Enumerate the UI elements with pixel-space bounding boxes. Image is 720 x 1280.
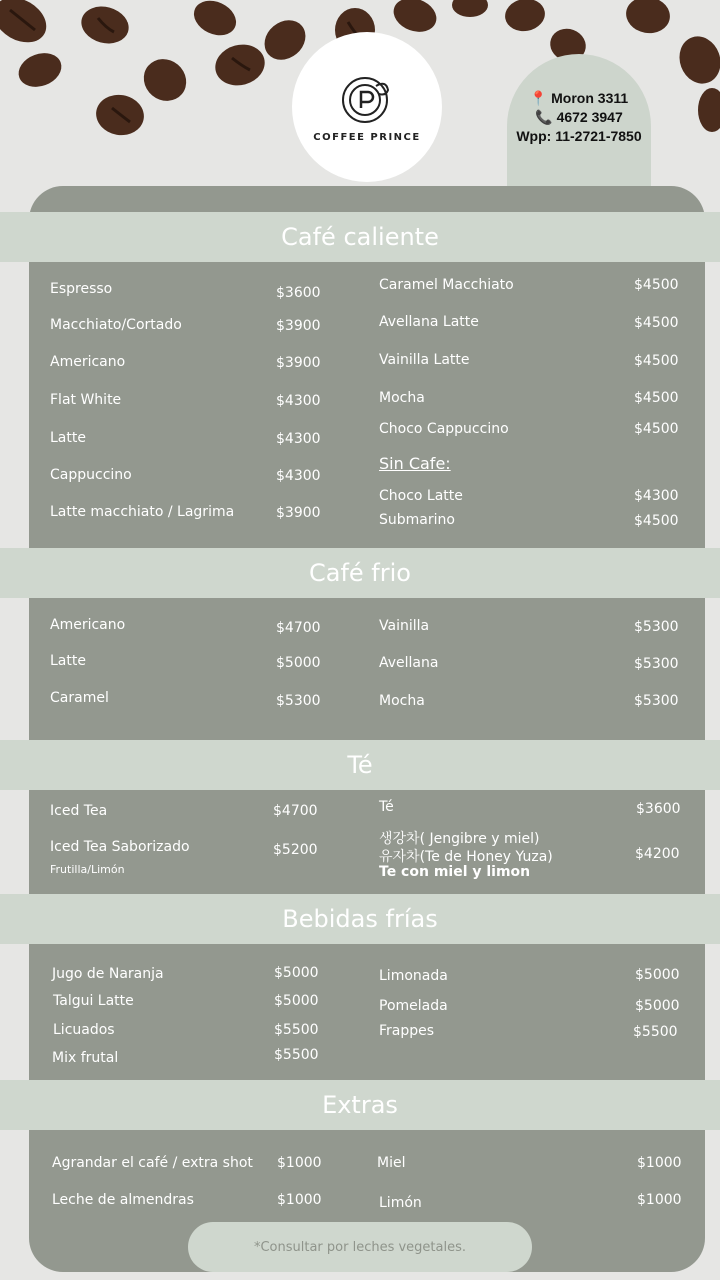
menu-item-price: $4700 (276, 620, 321, 636)
section-title-cafe-frio: Café frio (0, 548, 720, 598)
menu-item-name: Limonada (379, 968, 448, 984)
menu-item-price: $1000 (277, 1192, 322, 1208)
menu-item-line: 유자차(Te de Honey Yuza) (379, 849, 553, 865)
menu-item-price: $4500 (634, 513, 679, 529)
menu-item-line: 생강차( Jengibre y miel) (379, 831, 540, 847)
menu-item-name: Espresso (50, 281, 113, 297)
menu-item-price: $5500 (633, 1024, 678, 1040)
menu-item-name: Vainilla (379, 618, 430, 634)
menu-item-price: $5300 (276, 693, 321, 709)
address: Moron 3311 (551, 90, 629, 106)
menu-item-name: Latte (50, 430, 86, 446)
menu-item-price: $5300 (634, 619, 679, 635)
menu-item-name: Mocha (379, 693, 425, 709)
section-title-cafe-caliente: Café caliente (0, 212, 720, 262)
menu-item-name: Choco Latte (379, 488, 463, 504)
section-title-extras: Extras (0, 1080, 720, 1130)
menu-item-price: $4500 (634, 315, 679, 331)
menu-item-name: Pomelada (379, 998, 448, 1014)
menu-item-price: $3900 (276, 318, 321, 334)
menu-item-name: Latte (50, 653, 86, 669)
plant-milk-note: *Consultar por leches vegetales. (188, 1222, 532, 1272)
menu-item-price: $3600 (276, 285, 321, 301)
menu-item-name: Cappuccino (50, 467, 132, 483)
menu-item-name: Macchiato/Cortado (50, 317, 182, 333)
menu-item-price: $4500 (634, 277, 679, 293)
section-title-bebidas-frias: Bebidas frías (0, 894, 720, 944)
menu-item-name: Caramel Macchiato (379, 277, 514, 293)
menu-item-price: $4500 (634, 421, 679, 437)
menu-item-price: $4300 (276, 468, 321, 484)
menu-item-name: Leche de almendras (52, 1192, 194, 1208)
menu-item-price: $1000 (277, 1155, 322, 1171)
menu-item-name: Iced Tea (50, 803, 108, 819)
menu-item-name: Avellana Latte (379, 314, 479, 330)
menu-item-name: Submarino (379, 512, 455, 528)
menu-item-name: Flat White (50, 392, 122, 408)
menu-item-name: Americano (50, 354, 126, 370)
menu-item-price: $5500 (274, 1047, 319, 1063)
menu-item-name: Mix frutal (52, 1050, 119, 1066)
menu-item-price: $5500 (274, 1022, 319, 1038)
menu-item-name: Miel (377, 1155, 406, 1171)
menu-item-name: Latte macchiato / Lagrima (50, 504, 235, 520)
menu-item-price: $4300 (276, 431, 321, 447)
menu-item-name: Jugo de Naranja (52, 966, 164, 982)
menu-item-price: $4500 (634, 353, 679, 369)
menu-item-price: $5000 (274, 993, 319, 1009)
menu-item-name: Té (379, 799, 394, 815)
menu-item-price: $5200 (273, 842, 318, 858)
menu-item-name: Agrandar el café / extra shot (52, 1155, 253, 1171)
menu-item-price: $1000 (637, 1192, 682, 1208)
menu-item-price: $3900 (276, 355, 321, 371)
menu-item-price: $1000 (637, 1155, 682, 1171)
menu-item-price: $5000 (635, 998, 680, 1014)
menu-item-name: Licuados (53, 1022, 115, 1038)
menu-item-price: $3600 (636, 801, 681, 817)
coffee-prince-logo-icon (341, 72, 393, 124)
menu-item-name: Choco Cappuccino (379, 421, 509, 437)
contact-info (500, 89, 658, 146)
menu-item-name: Limón (379, 1195, 422, 1211)
menu-item-price: $4200 (635, 846, 680, 862)
brand-name: COFFEE PRINCE (313, 131, 421, 143)
menu-item-price: $5000 (276, 655, 321, 671)
section-title-te: Té (0, 740, 720, 790)
menu-item-name: Mocha (379, 390, 425, 406)
menu-item-price: $5300 (634, 693, 679, 709)
sin-cafe-heading: Sin Cafe: (379, 454, 451, 473)
menu-item-price: $4300 (634, 488, 679, 504)
menu-item-name: Caramel (50, 690, 109, 706)
menu-item-price: $4300 (276, 393, 321, 409)
menu-item-price: $5000 (274, 965, 319, 981)
menu-item-name: Talgui Latte (53, 993, 134, 1009)
menu-item-line: Te con miel y limon (379, 864, 531, 880)
menu-item-name: Frappes (379, 1023, 435, 1039)
location-pin-icon: 📍 (529, 90, 548, 106)
menu-item-sub: Frutilla/Limón (50, 863, 125, 876)
menu-item-name: Iced Tea Saborizado (50, 839, 190, 855)
menu-item-name: Americano (50, 617, 126, 633)
menu-item-price: $5300 (634, 656, 679, 672)
menu-item-name: Avellana (379, 655, 439, 671)
phone: 4672 3947 (556, 109, 623, 125)
menu-item-price: $4500 (634, 390, 679, 406)
menu-item-price: $4700 (273, 803, 318, 819)
menu-item-name: Vainilla Latte (379, 352, 470, 368)
menu-item-price: $5000 (635, 967, 680, 983)
menu-item-price: $3900 (276, 505, 321, 521)
phone-icon: 📞 (535, 109, 553, 125)
logo-badge (292, 32, 442, 182)
whatsapp: Wpp: 11-2721-7850 (516, 128, 642, 144)
